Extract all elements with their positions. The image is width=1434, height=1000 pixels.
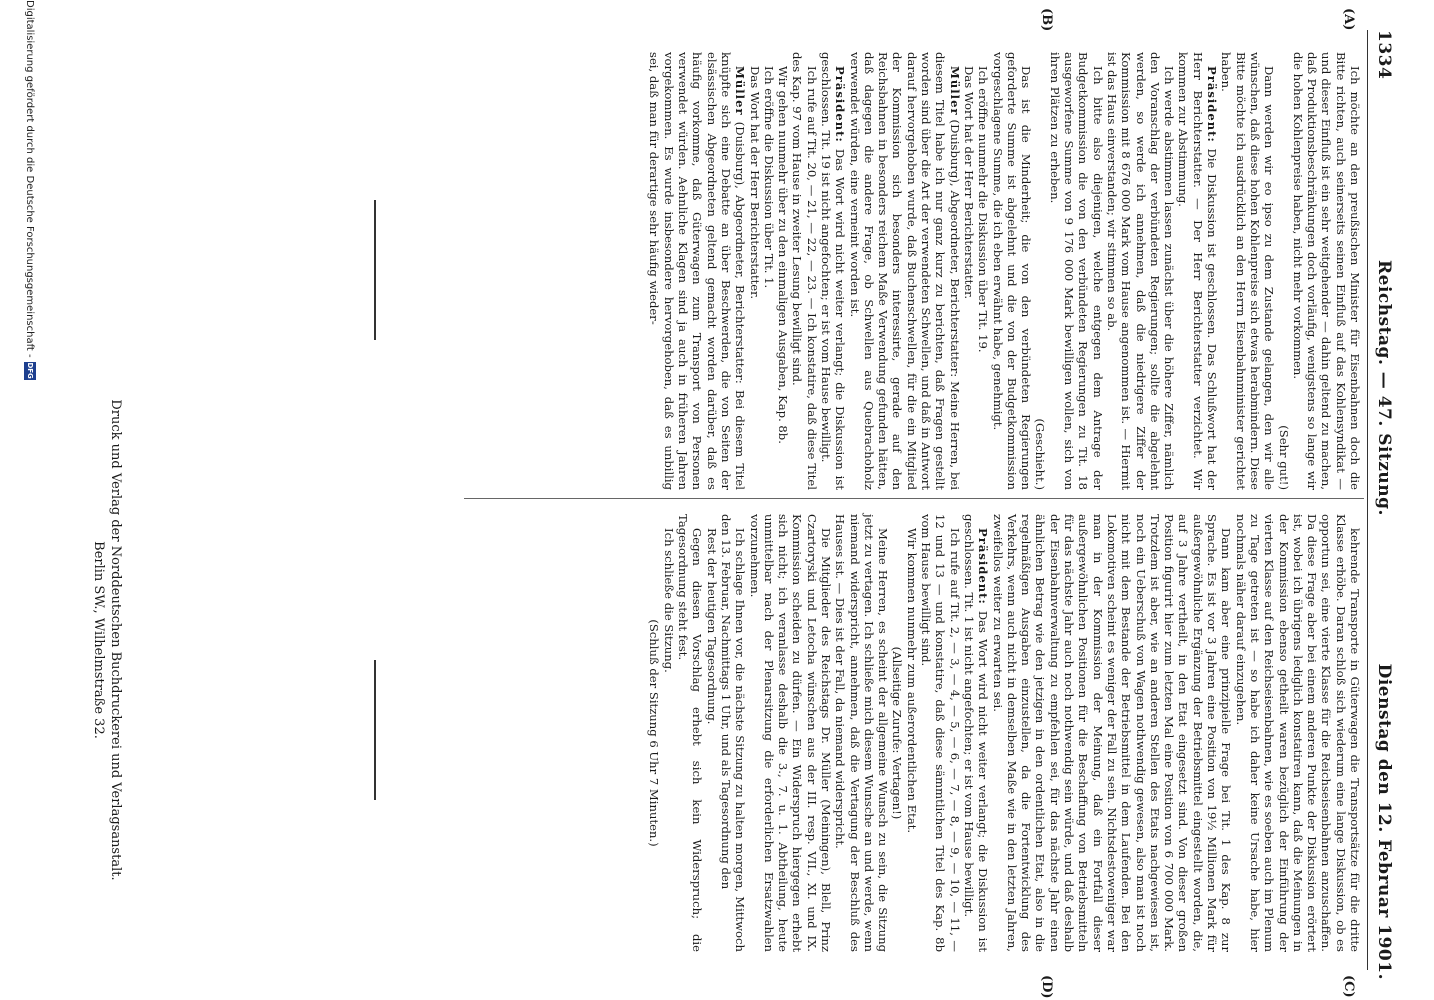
- paragraph-text: Ich rufe auf Tit. 20, — 21, — 22, — 23. — Ich konstatire, daß diese Titel des Kap. 97 vom Hause in zweiter Lesung bewilligt sind.: [790, 52, 819, 490]
- header-rule: [1367, 30, 1368, 970]
- paragraph: [962, 52, 976, 490]
- paragraph-text: Ich möchte an den preußischen Minister für Eisenbahnen doch die Bitte richten, auch seinerseits seinen Einfluß auf das Kohlensyndikat — und dieser Einfluß ist ein sehr weitgehender — dahin geltend zu machen, daß Produktionsbeschränkungen doch vorläufig, wenigstens so lange wir die hohen Kohlenpreise haben, nicht mehr vorkommen.: [1290, 52, 1362, 490]
- paragraph: [1291, 52, 1362, 490]
- paragraph-text: Das ist die Minderheit; die von den verbündeten Regierungen geforderte Summe ist abgelehnt und die von der Budgetkommission vorgeschlagene Summe, die ich eben erwähnt habe, genehmigt.: [990, 52, 1034, 490]
- paragraph-text: (Sehr gut!): [1276, 425, 1291, 490]
- paragraph-text: Das Wort hat der Herr Berichterstatter.: [747, 66, 762, 300]
- paragraph-text: (Geschieht.): [1033, 418, 1048, 490]
- paragraph: [1276, 52, 1290, 490]
- paragraph: [704, 514, 718, 952]
- paragraph: [790, 52, 819, 490]
- margin-marker-c: (C): [1341, 975, 1356, 998]
- paragraph-text: Die Diskussion ist geschlossen. Das Schlußwort hat der Herr Berichterstatter. — Der Herr Berichterstatter verzichtet. Wir kommen zur Abstimmung.: [1176, 52, 1220, 490]
- paragraph: [1233, 514, 1362, 952]
- end-rule-left: [374, 200, 376, 340]
- paragraph: [1105, 52, 1176, 490]
- paragraph-text: Das Wort wird nicht weiter verlangt; die Diskussion ist geschlossen. Tit. 19 ist nicht angefochten; er ist vom Hause bewilligt.: [819, 52, 848, 490]
- speaker-name: Präsident:: [833, 66, 848, 143]
- paragraph: [833, 514, 890, 952]
- paragraph: [905, 514, 919, 952]
- page-number: 1334: [1374, 30, 1394, 80]
- paragraph-text: (Duisburg), Abgeordneter, Berichterstatter: Meine Herren, bei diesem Titel habe ich nur ganz kurz zu berichten, daß Fragen gestellt worden sind über die Art der verwendeten Schwellen, und daß in Antwort darauf hervorgehoben wurde, daß Buchenschwellen, für die ein Mitglied der Kommission sich besonders interessirte, gerade auf den Reichsbahnen in besonders reichem Maße Verwendung gefunden hätten, daß dagegen die andere Frage, ob Schwellen aus Quebrachoholz verwendet würden, eine verneint worden ist.: [847, 52, 962, 490]
- digitization-text: Digitalisierung gefördert durch die Deutsche Forschungsgemeinschaft -: [24, 0, 35, 358]
- speaker-name: Präsident:: [1205, 66, 1220, 143]
- paragraph-text: Wir gehen nunmehr über zu den einmaligen Ausgaben, Kap. 8b.: [776, 66, 791, 444]
- paragraph: [990, 52, 1033, 490]
- paragraph: [1219, 52, 1276, 490]
- speaker-name: Müller: [947, 66, 962, 116]
- paragraph: [747, 52, 761, 490]
- paragraph: [976, 52, 990, 490]
- speaker-name: Präsident:: [976, 528, 991, 605]
- paragraph-text: Das Wort hat der Herr Berichterstatter.: [961, 66, 976, 300]
- paragraph-text: (Duisburg), Abgeordneter, Berichterstatter: Bei diesem Titel knüpfte sich eine Debatte an über Beschwerden, die von Seiten der elsässischen Abgeordneten geltend gemacht worden darüber, daß es häufig vorkomme, daß Güterwagen zum Transport von Personen verwendet würden. Aehnliche Klagen sind ja auch in früheren Jahren vorgekommen. Es wurde insbesondere hervorgehoben, daß es unbillig sei, daß man für derartige sehr häufig wieder-: [647, 52, 748, 490]
- paragraph: [719, 514, 748, 952]
- imprint-line-2: Berlin SW., Wilhelmstraße 32.: [91, 541, 106, 739]
- paragraph-text: Das Wort wird nicht weiter verlangt; die Diskussion ist geschlossen. Tit. 1 ist nicht angefochten; er ist vom Hause bewilligt.: [961, 514, 991, 952]
- paragraph: [890, 514, 904, 952]
- paragraph-text: Die Mitglieder des Reichstags Dr. Müller (Meiningen), Blell, Prinz Czartoryski und Letocha wünschen aus der III. resp. VII., XI. und IX. Kommission scheiden zu dürfen. — Ein Widerspruch hiergegen erhebt sich nicht; ich veranlasse deshalb die 3., 7. u. 1. Abtheilung, heute unmittelbar nach der Plenarsitzung die erforderlichen Ersatzwahlen vorzunehmen.: [747, 514, 834, 952]
- margin-marker-d: (D): [1039, 975, 1054, 999]
- paragraph: [847, 52, 961, 490]
- dfg-logo-icon: DFG: [26, 362, 34, 379]
- left-column: [647, 52, 1362, 490]
- printer-imprint: [90, 380, 124, 900]
- paragraph: [661, 514, 675, 952]
- header-title: Reichstag. — 47. Sitzung.: [1374, 260, 1394, 516]
- paragraph: [776, 52, 790, 490]
- column-divider: [464, 498, 1364, 499]
- paragraph: [747, 514, 833, 952]
- speaker-name: Müller: [733, 66, 748, 116]
- paragraph-text: Ich schlage Ihnen vor, die nächste Sitzung zu halten morgen, Mittwoch den 13. Februar, Nachmittags 1 Uhr, und als Tagesordnung den: [718, 514, 748, 952]
- paragraph-text: Ich werde abstimmen lassen zunächst über die höhere Ziffer, nämlich den Voranschlag der verbündeten Regierungen; sollte die abgelehnt werden, so werde ich annehmen, daß die niedrigere Ziffer der Kommission mit 8 676 000 Mark vom Hause angenommen ist. — Hiermit ist das Haus einverstanden; wir stimmen so ab.: [1104, 52, 1177, 490]
- paragraph: [647, 514, 661, 952]
- paragraph-text: (Schluß der Sitzung 6 Uhr 7 Minuten.): [647, 619, 662, 847]
- paragraph-text: Ich eröffne die Diskussion über Tit. 1.: [761, 66, 776, 289]
- running-head: [1364, 30, 1394, 980]
- paragraph-text: Dann kam aber eine prinzipielle Frage bei Tit. 1 des Kap. 8 zur Sprache. Es ist vor 3 Jahren eine Position von 19½ Millionen Mark für außergewöhnliche Ergänzung der Betriebsmittel eingestellt worden, die, auf 3 Jahre vertheilt, in den Etat eingesetzt sind. Von dieser großen Position figurirt hier zum letzten Mal eine Position von 6 700 000 Mark. Trotzdem ist aber, wie an anderen Stellen des Etats nachgewiesen ist, noch ein Ueberschuß von Wagen nothwendig gewesen, also man ist noch nicht mit dem Bestande der Betriebsmittel in dem Laufenden. Bei den Lokomotiven scheint es weniger der Fall zu sein. Nichtsdestoweniger war man in der Kommission der Meinung, daß ein Fortfall dieser außergewöhnlichen Positionen für die Beschaffung von Betriebsmitteln für das nächste Jahr auch noch nothwendig sein würde, und daß deshalb der Eisenbahnverwaltung zu empfehlen sei, für das nächste Jahr einen ähnlichen Betrag wie den jetzigen in den ordentlichen Etat, also in die regelmäßigen Ausgaben einzustellen, da die Fortentwicklung des Verkehrs, wenn auch nicht in demselben Maße wie in den letzten Jahren, zweifellos weiter zu erwarten sei.: [990, 514, 1234, 952]
- paragraph: [762, 52, 776, 490]
- margin-marker-b: (B): [1039, 8, 1054, 32]
- paragraph-text: Wir kommen nunmehr zum außerordentlichen Etat.: [904, 528, 919, 834]
- paragraph-text: Ich bitte also diejenigen, welche entgegen dem Antrage der Budgetkommission die von den verbündeten Regierungen zu Tit. 18 ausgeworfene Summe von 9 176 000 Mark bewilligen wollen, sich von ihren Plätzen zu erheben.: [1047, 52, 1105, 490]
- paragraph-text: Meine Herren, es scheint der allgemeine Wunsch zu sein, die Sitzung jetzt zu vertagen. Ich schließe mich diesem Wunsche an und werde, wenn niemand widerspricht, annehmen, daß die Vertagung der Beschluß des Hauses ist. — Dies ist der Fall, da niemand widerspricht.: [833, 514, 891, 952]
- paragraph-text: kehrende Transporte in Güterwagen die Transportsätze für die dritte Klasse erhöbe. Daran schloß sich wiederum eine lange Diskussion, ob es opportun sei, eine vierte Klasse für die Reichseisenbahnen anzuschaffen. Da diese Frage aber bei einem anderen Punkte der Diskussion erörtert ist, wobei ich übrigens lediglich konstatiren kann, daß die Meinungen in der Kommission ebenso getheilt waren bezüglich der Einführung der vierten Klasse auf den Reichseisenbahnen, wie es soeben auch im Plenum zu Tage getreten ist — so habe ich daher keine Ursache habe, hier nochmals näher darauf einzugehen.: [1233, 514, 1362, 952]
- paragraph-text: Dann werden wir eo ipso zu dem Zustande gelangen, den wir alle wünschen, daß diese hohen Kohlenpreise sich etwas herabmindern. Diese Bitte möchte ich ausdrücklich an den Herrn Eisenbahnminister gerichtet haben.: [1219, 52, 1277, 490]
- paragraph-text: Ich schließe die Sitzung.: [661, 528, 676, 673]
- header-date: Dienstag den 12. Februar 1901.: [1374, 663, 1394, 980]
- right-column: [647, 514, 1362, 952]
- paragraph-text: Ich eröffne nunmehr die Diskussion über Tit. 19.: [976, 66, 991, 353]
- paragraph: [1176, 52, 1219, 490]
- paragraph: [919, 514, 962, 952]
- digitization-note: [24, 0, 36, 980]
- paragraph: [962, 514, 991, 952]
- paragraph-text: Ich rufe auf Tit. 2, — 3, — 4, — 5, — 6, — 7, — 8, — 9, — 10, — 11, — 12 und 13 — und konstatire, daß diese sämmtlichen Titel des Kap. 8b vom Hause bewilligt sind.: [919, 514, 962, 952]
- paragraph-text: Rest der heutigen Tagesordnung.: [704, 528, 719, 725]
- paragraph-text: Gegen diesen Vorschlag erhebt sich kein Widerspruch; die Tagesordnung steht fest.: [676, 514, 705, 952]
- paragraph: [990, 514, 1233, 952]
- imprint-line-1: Druck und Verlag der Norddeutschen Buchdruckerei und Verlagsanstalt.: [108, 399, 123, 881]
- paragraph: [676, 514, 705, 952]
- paragraph-text: (Allseitige Zurufe: Vertagen!): [890, 646, 905, 820]
- paragraph: [819, 52, 848, 490]
- paragraph: [1033, 52, 1047, 490]
- end-rule-right: [374, 660, 376, 800]
- paragraph: [647, 52, 747, 490]
- paragraph: [1047, 52, 1104, 490]
- margin-marker-a: (A): [1341, 8, 1356, 31]
